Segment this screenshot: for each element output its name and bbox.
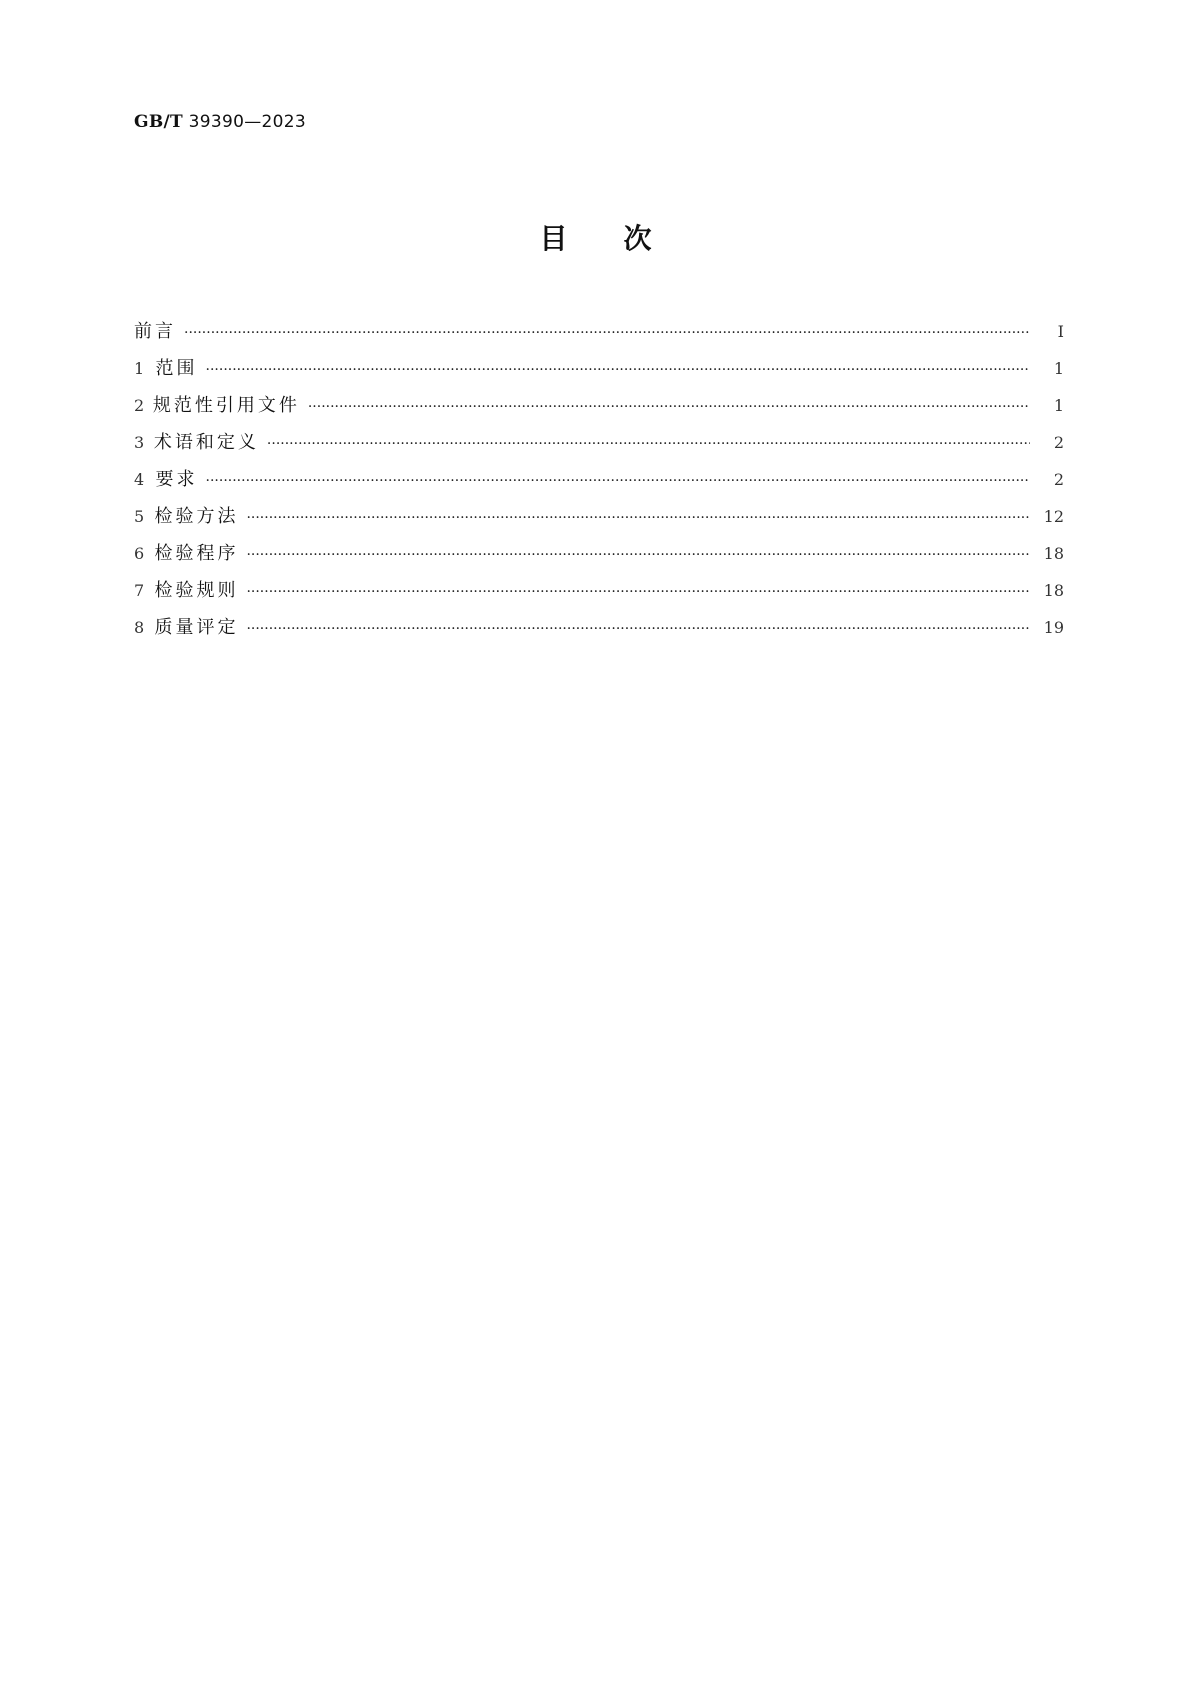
toc-entry-page: 2 (1053, 470, 1064, 489)
dot-leader (246, 574, 1030, 611)
toc-entry-test-procedure[interactable] (134, 535, 1064, 572)
table-of-contents (134, 313, 1064, 646)
toc-entry-page: 1 (1053, 396, 1064, 415)
toc-entry-number: 7 (134, 581, 145, 600)
dot-leader (184, 315, 1030, 352)
toc-entry-page: 1 (1053, 359, 1064, 378)
dot-leader (246, 500, 1030, 537)
toc-entry-label: 规范性引用文件 (152, 395, 300, 416)
dot-leader (206, 352, 1030, 389)
toc-entry-number: 3 (134, 433, 145, 452)
toc-entry-inspection-rules[interactable] (134, 572, 1064, 609)
page-title: 目次 (539, 222, 708, 255)
toc-entry-requirements[interactable] (134, 461, 1064, 498)
toc-entry-label: 检验规则 (154, 580, 239, 601)
standard-code: 39390—2023 (188, 112, 307, 132)
toc-entry-label: 术语和定义 (153, 432, 259, 453)
toc-entry-quality-assessment[interactable] (134, 609, 1064, 646)
standard-number (134, 112, 306, 132)
toc-entry-number: 6 (134, 544, 145, 563)
toc-entry-test-methods[interactable] (134, 498, 1064, 535)
dot-leader (246, 537, 1030, 574)
toc-entry-label: 检验程序 (154, 543, 239, 564)
toc-entry-normative-references[interactable] (134, 387, 1064, 424)
toc-entry-label: 前言 (134, 321, 176, 342)
toc-entry-page: Ⅰ (1057, 322, 1064, 341)
toc-entry-number: 8 (134, 618, 145, 637)
toc-entry-terms-definitions[interactable] (134, 424, 1064, 461)
toc-entry-page: 18 (1043, 544, 1064, 563)
standard-prefix: GB/T (134, 112, 183, 132)
toc-entry-label: 要求 (155, 469, 198, 490)
toc-entry-label: 范围 (155, 358, 198, 379)
toc-entry-number: 5 (134, 507, 145, 526)
toc-entry-page: 2 (1053, 433, 1064, 452)
toc-entry-number: 2 (134, 396, 145, 415)
dot-leader (308, 389, 1030, 426)
toc-entry-number: 1 (134, 359, 145, 378)
toc-entry-number: 4 (134, 470, 145, 489)
toc-entry-page: 18 (1043, 581, 1064, 600)
toc-entry-scope[interactable] (134, 350, 1064, 387)
dot-leader (206, 463, 1030, 500)
toc-entry-page: 19 (1043, 618, 1064, 637)
toc-entry-label: 检验方法 (154, 506, 239, 527)
toc-entry-page: 12 (1043, 507, 1064, 526)
toc-entry-foreword[interactable] (134, 313, 1064, 350)
dot-leader (246, 611, 1030, 648)
toc-entry-label: 质量评定 (154, 617, 239, 638)
dot-leader (267, 426, 1030, 463)
